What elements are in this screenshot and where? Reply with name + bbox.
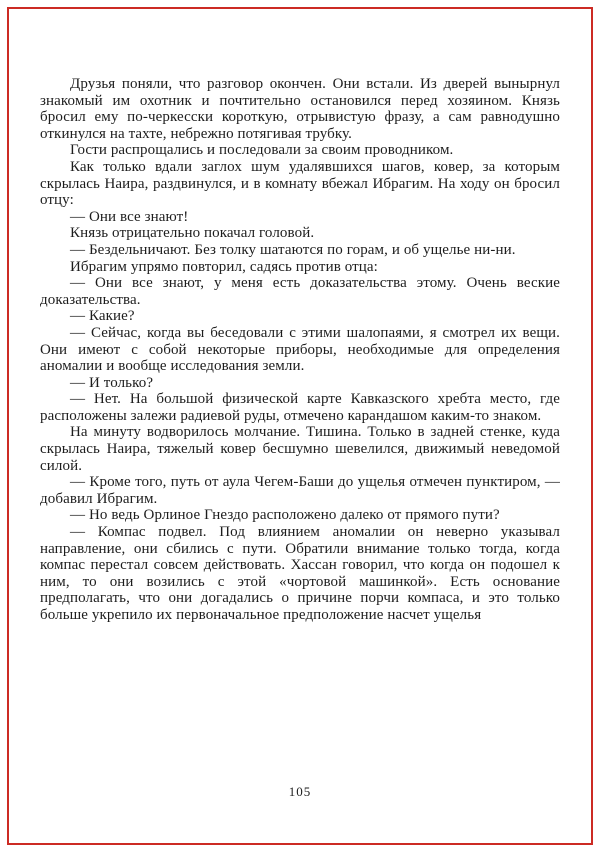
paragraph: — Они все знают! — [70, 208, 189, 225]
page-number: 105 — [288, 784, 312, 799]
paragraph: Ибрагим упрямо повторил, садясь против отца: — [70, 258, 378, 275]
paragraph: Как только вдали заглох шум удалявшихся шагов, ковер, за которым скрылась Наира, раздвинулся, и в комнату вбежал Ибрагим. На ходу он бросил отцу: — [40, 158, 560, 209]
paragraph: — Бездельничают. Без толку шатаются по горам, и об ущелье ни-ни. — [70, 241, 516, 258]
text-block — [40, 76, 560, 624]
paragraph: — Какие? — [70, 308, 135, 325]
paragraph: — Но ведь Орлиное Гнездо расположено далеко от прямого пути? — [70, 507, 500, 524]
paragraph: Гости распрощались и последовали за своим проводником. — [70, 142, 454, 159]
paragraph: — Компас подвел. Под влиянием аномалии он неверно указывал направление, они сбились с пути. Обратили внимание только тогда, когда компас перестал совсем действовать. Хассан говорил, что когда он подошел к ним, то они возились с этой «чортовой машинкой». Есть основание предполагать, что они догадались о причине порчи компаса, и это только больше укрепило их первоначальное предположение насчет ущелья — [40, 524, 560, 623]
paragraph: Друзья поняли, что разговор окончен. Они встали. Из дверей вынырнул знакомый им охотник и почтительно остановился перед хозяином. Князь бросил ему по-черкесски короткую, отрывистую фразу, а сам равнодушно откинулся на тахте, небрежно потягивая трубку. — [40, 76, 560, 142]
paragraph: Князь отрицательно покачал головой. — [70, 225, 315, 242]
paragraph: — И только? — [70, 374, 154, 391]
paragraph: На минуту водворилось молчание. Тишина. Только в задней стенке, куда скрылась Наира, тяжелый ковер бесшумно шевелился, движимый неведомой силой. — [40, 424, 560, 474]
paragraph: — Кроме того, путь от аула Чегем-Баши до ущелья отмечен пунктиром, — добавил Ибрагим. — [40, 474, 560, 507]
paragraph: — Сейчас, когда вы беседовали с этими шалопаями, я смотрел их вещи. Они имеют с собой некоторые приборы, необходимые для определения аномалии и вообще исследования земли. — [40, 324, 560, 375]
paragraph: — Они все знают, у меня есть доказательства этому. Очень веские доказательства. — [40, 275, 560, 308]
paragraph: — Нет. На большой физической карте Кавказского хребта место, где расположены залежи радиевой руды, отмечено карандашом каким-то знаком. — [40, 391, 560, 424]
